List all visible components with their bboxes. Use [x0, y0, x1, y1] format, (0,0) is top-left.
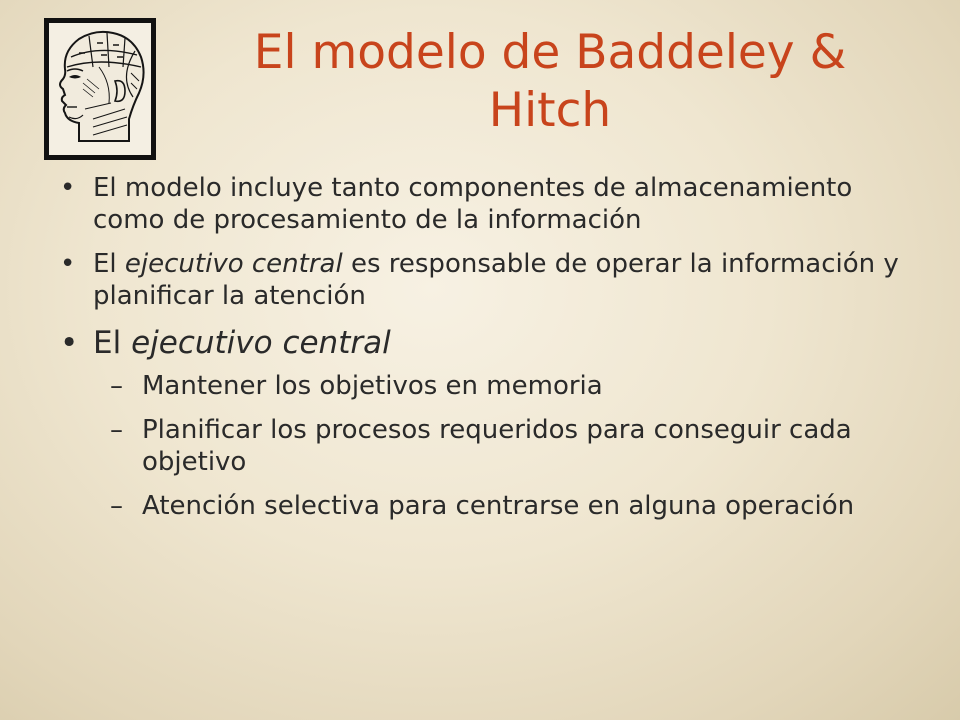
sub-bullet-item	[60, 490, 920, 522]
sub-bullet-item	[60, 414, 920, 478]
sub-bullet-item	[60, 370, 920, 402]
bullet-emphasis: ejecutivo central	[131, 325, 391, 361]
sub-bullet-text: Atención selectiva para centrarse en alguna operación	[142, 491, 855, 521]
sub-bullet-marker: –	[110, 415, 123, 445]
bullet-item	[60, 172, 920, 236]
bullet-text-suffix: es responsable de operar la información y planificar la atención	[93, 249, 899, 311]
bullet-text-prefix: El	[93, 325, 132, 361]
bullet-marker: •	[60, 249, 76, 279]
sub-bullet-text: Mantener los objetivos en memoria	[142, 371, 603, 401]
slide-title: El modelo de Baddeley & Hitch	[253, 25, 847, 138]
sub-bullet-text: Planificar los procesos requeridos para conseguir cada objetivo	[142, 415, 852, 477]
bullet-emphasis: ejecutivo central	[124, 249, 343, 279]
bullet-text-prefix: El	[93, 249, 125, 279]
bullet-item	[60, 324, 920, 362]
phrenology-head-icon	[44, 18, 156, 160]
bullet-list	[60, 172, 920, 534]
bullet-item	[60, 248, 920, 312]
bullet-marker: •	[60, 325, 79, 361]
sub-bullet-marker: –	[110, 491, 123, 521]
sub-bullet-marker: –	[110, 371, 123, 401]
bullet-text: El modelo incluye tanto componentes de almacenamiento como de procesamiento de la información	[93, 173, 853, 235]
bullet-marker: •	[60, 173, 76, 203]
